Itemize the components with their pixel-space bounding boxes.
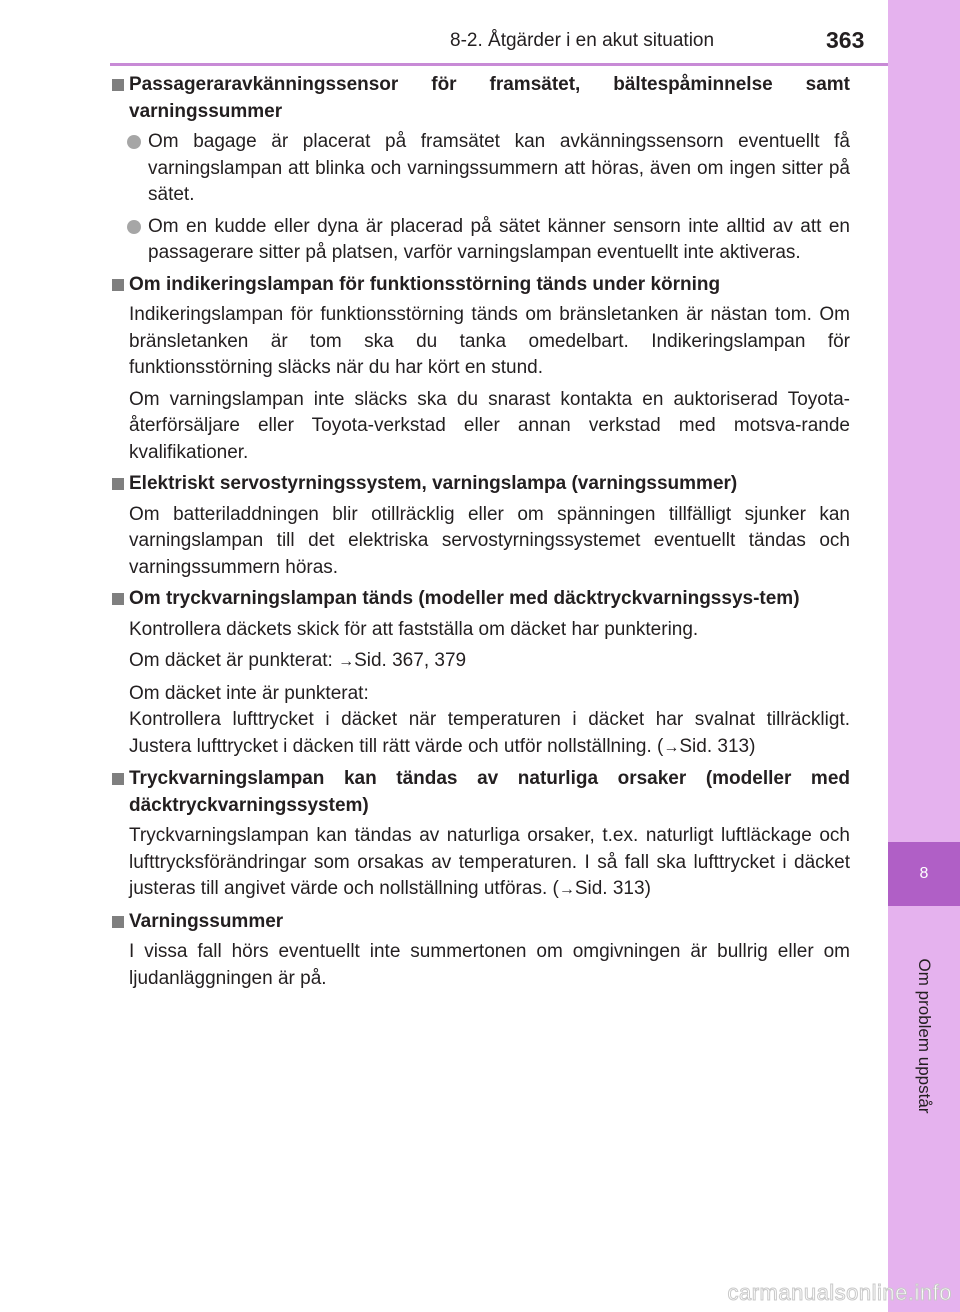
arrow-right-icon: → <box>558 881 575 898</box>
section-title: 8-2. Åtgärder i en akut situation <box>450 30 715 51</box>
chapter-number: 8 <box>919 865 929 882</box>
section-passenger-sensor <box>110 72 850 267</box>
page-content <box>110 72 850 997</box>
section-heading: Tryckvarningslampan kan tändas av naturliga orsaker (modeller med däcktryckvarningssystem) <box>110 766 850 819</box>
page-reference-link[interactable]: Sid. 313) <box>574 878 651 899</box>
paragraph: Om däcket inte är punkterat: Kontrollera lufttrycket i däcket när temperaturen i däcket har svalnat tillräckligt. Justera lufttrycket i däcken till rätt värde och utför nollställning. (→Sid. 313) <box>129 682 850 757</box>
square-bullet-icon <box>112 478 124 490</box>
square-bullet-icon <box>112 916 124 928</box>
section-heading: Elektriskt servostyrningssystem, varningslampa (varningssummer) <box>110 471 850 498</box>
section-heading: Om tryckvarningslampan tänds (modeller med däcktryckvarningssys-tem) <box>110 586 850 613</box>
section-heading: Varningssummer <box>110 909 850 936</box>
paragraph: Om batteriladdningen blir otillräcklig eller om spänningen tillfälligt sjunker kan varningslampan till det elektriska servostyrningssystemet eventuellt tändas och varningssummern höras. <box>129 503 850 578</box>
circle-bullet-icon <box>127 135 141 149</box>
section-malfunction-lamp <box>110 272 850 467</box>
paragraph: Om däcket är punkterat: →Sid. 367, 379 <box>129 650 467 671</box>
section-natural-causes <box>110 766 850 904</box>
page-reference-link[interactable]: Sid. 313) <box>679 735 756 757</box>
section-tire-pressure-lamp <box>110 586 850 761</box>
chapter-side-tab <box>888 0 960 1312</box>
section-warning-buzzer <box>110 909 850 993</box>
paragraph: I vissa fall hörs eventuellt inte summertonen om omgivningen är bullrig eller om ljudanläggningen är på. <box>129 941 850 989</box>
arrow-right-icon: → <box>338 653 355 670</box>
page-reference-link[interactable]: Sid. 367, 379 <box>354 650 467 671</box>
paragraph: Om varningslampan inte släcks ska du snarast kontakta en auktoriserad Toyota-återförsäljare eller Toyota-verkstad eller annan verkstad med motsva-rande kvalifikationer. <box>129 388 850 463</box>
square-bullet-icon <box>112 593 124 605</box>
chapter-number-box <box>888 842 960 906</box>
section-power-steering <box>110 471 850 581</box>
square-bullet-icon <box>112 773 124 785</box>
header-divider <box>110 63 888 66</box>
square-bullet-icon <box>112 79 124 91</box>
list-item: Om en kudde eller dyna är placerad på sätet känner sensorn inte alltid av att en passagerare sitter på platsen, varför varningslampan eventuellt inte aktiveras. <box>110 214 850 267</box>
square-bullet-icon <box>112 279 124 291</box>
arrow-right-icon: → <box>663 738 680 756</box>
chapter-title: Om problem uppstår <box>915 958 934 1114</box>
section-heading: Passageraravkänningssensor för framsätet, bältespåminnelse samt varningssummer <box>110 72 850 125</box>
page-number: 363 <box>826 27 865 53</box>
paragraph: Indikeringslampan för funktionsstörning tänds om bränsletanken är nästan tom. Om bränsletanken är tom ska du tanka omedelbart. Indikeringslampan för funktionsstörning släcks när du har kört en stund. <box>129 304 850 378</box>
paragraph: Tryckvarningslampan kan tändas av naturliga orsaker, t.ex. naturligt luftläckage och lufttrycksförändringar som orsakas av temperaturen. I så fall ska lufttrycket i däcket justeras till angivet värde och nollställning utföras. (→Sid. 313) <box>129 825 850 899</box>
section-heading: Om indikeringslampan för funktionsstörning tänds under körning <box>110 272 850 299</box>
list-item: Om bagage är placerat på framsätet kan avkänningssensorn eventuellt få varningslampan att blinka och varningssummern att höras, även om ingen sitter på sätet. <box>110 129 850 209</box>
watermark: carmanualsonline.info <box>727 1280 952 1305</box>
paragraph: Kontrollera däckets skick för att fastställa om däcket har punktering. <box>129 618 699 640</box>
circle-bullet-icon <box>127 220 141 234</box>
